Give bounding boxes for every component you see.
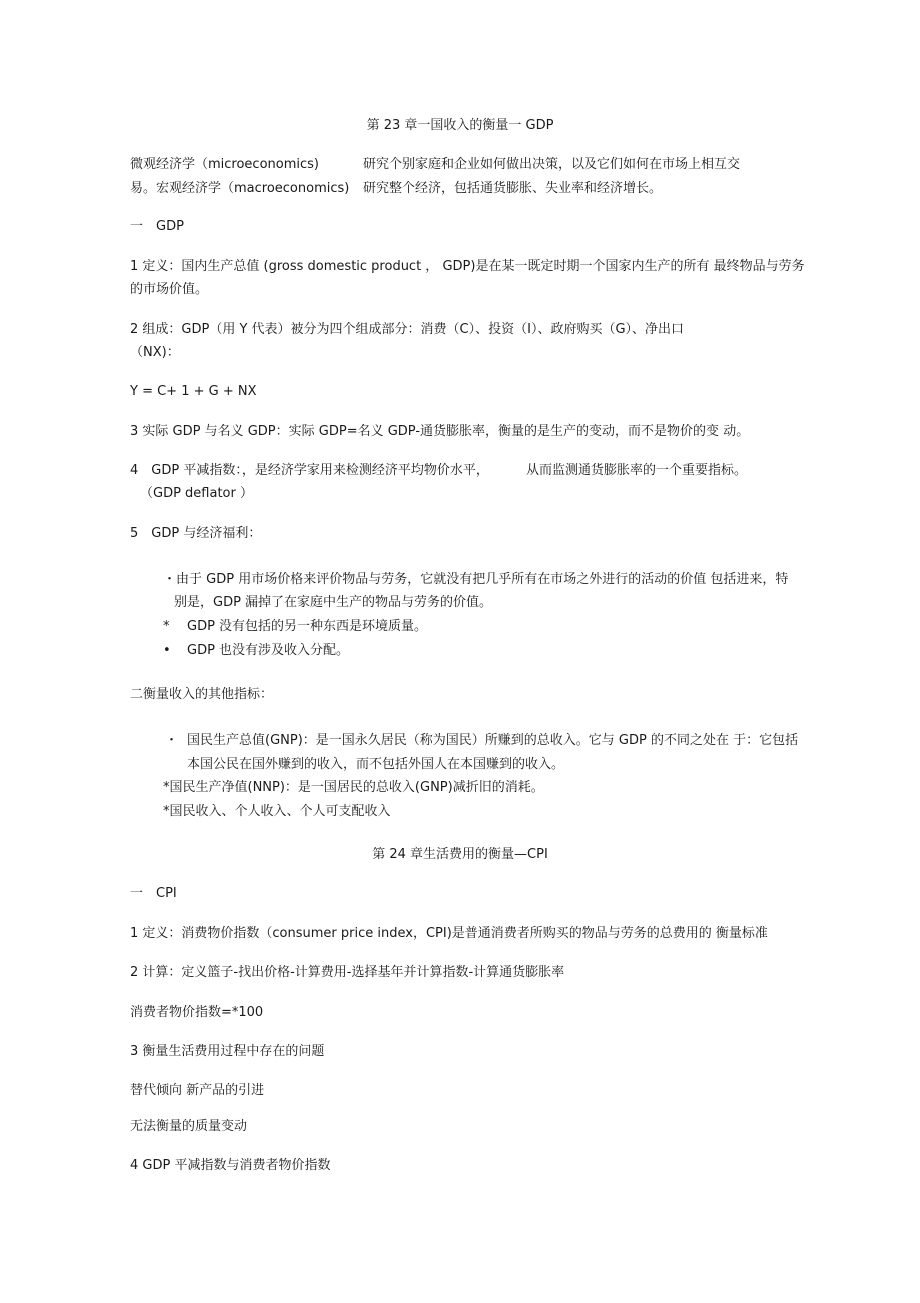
cpi-definition: 1 定义：消费物价指数（consumer price index，CPI)是普通消费者所购买的物品与劳务的总费用的 衡量标准 [130, 926, 768, 941]
chapter-24-title: 第 24 章生活费用的衡量—CPI [372, 847, 548, 862]
gdp-components: 2 组成：GDP（用 Y 代表）被分为四个组成部分：消费（C）、投资（I）、政府购买（G）、净出口 [130, 322, 685, 337]
welfare-point-1-cont: 别是，GDP 漏掉了在家庭中生产的物品与劳务的价值。 [174, 595, 493, 610]
gdp-deflator-purpose: 从而监测通货膨胀率的一个重要指标。 [526, 463, 748, 478]
gdp-components-cont: （NX)： [130, 345, 180, 360]
gnp-definition: 国民生产总值(GNP)：是一国永久居民（称为国民）所赚到的总收入。它与 GDP 的不同之处在 于：它包括 [187, 733, 799, 748]
welfare-point-3-marker: • [163, 643, 171, 658]
welfare-point-3: GDP 也没有涉及收入分配。 [187, 643, 350, 658]
gdp-formula: Y = C+ 1 + G + NX [130, 384, 257, 399]
section-gdp-heading: 一 GDP [130, 219, 184, 234]
gdp-deflator-def: 4 GDP 平减指数：，是经济学家用来检测经济平均物价水平， [130, 463, 489, 478]
welfare-point-2-marker: * [163, 619, 170, 634]
gnp-marker: ・ [165, 733, 179, 748]
cpi-formula: 消费者物价指数=*100 [130, 1005, 264, 1020]
welfare-point-2: GDP 没有包括的另一种东西是环境质量。 [187, 619, 428, 634]
cpi-calculation: 2 计算：定义篮子-找出价格-计算费用-选择基年并计算指数-计算通货膨胀率 [130, 965, 565, 980]
gnp-definition-cont: 本国公民在国外赚到的收入，而不包括外国人在本国赚到的收入。 [187, 757, 565, 772]
welfare-point-1: ・由于 GDP 用市场价格来评价物品与劳务，它就没有把几乎所有在市场之外进行的活动的价值 包括进来，特 [163, 572, 789, 587]
cost-of-living-problems: 3 衡量生活费用过程中存在的问题 [130, 1044, 325, 1059]
intro-macro-desc: 研究整个经济，包括通货膨胀、失业率和经济增长。 [363, 181, 663, 196]
intro-micro-term: 微观经济学（microeconomics) [130, 157, 319, 172]
income-measures: *国民收入、个人收入、个人可支配收入 [163, 804, 391, 819]
chapter-23-title: 第 23 章一国收入的衡量一 GDP [366, 118, 554, 133]
real-vs-nominal-gdp: 3 实际 GDP 与名义 GDP：实际 GDP=名义 GDP-通货膨胀率，衡量的是生产的变动，而不是物价的变 动。 [130, 424, 750, 439]
deflator-vs-cpi: 4 GDP 平减指数与消费者物价指数 [130, 1158, 331, 1173]
other-measures-heading: 二衡量收入的其他指标： [130, 687, 274, 702]
gdp-welfare-heading: 5 GDP 与经济福利： [130, 526, 262, 541]
intro-micro-desc: 研究个别家庭和企业如何做出决策，以及它们如何在市场上相互交 [363, 157, 741, 172]
gdp-deflator-term: （GDP deflator ） [140, 486, 253, 501]
problem-quality-change: 无法衡量的质量变动 [130, 1119, 248, 1134]
intro-macro-term: 易。宏观经济学（macroeconomics) [130, 181, 350, 196]
nnp-definition: *国民生产净值(NNP)：是一国居民的总收入(GNP)减折旧的消耗。 [163, 780, 544, 795]
problem-substitution-new-goods: 替代倾向 新产品的引进 [130, 1083, 265, 1098]
gdp-definition: 1 定义：国内生产总值 (gross domestic product ， GDP)是在某一既定时期一个国家内生产的所有 最终物品与劳务 [130, 259, 805, 274]
gdp-definition-cont: 的市场价值。 [130, 282, 209, 297]
section-cpi-heading: 一 CPI [130, 886, 177, 901]
